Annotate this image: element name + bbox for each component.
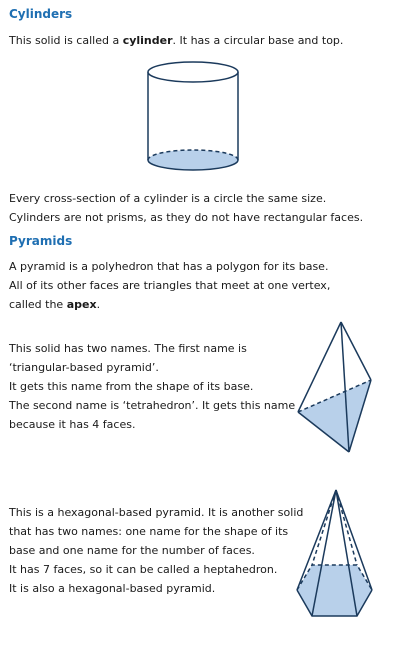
tetrahedron-line: It gets this name from the shape of its base. [9,380,254,393]
apex-text-start: called the [9,298,67,311]
apex-term: apex [66,298,97,311]
pyramid-definition-line-2: All of its other faces are triangles that meet at one vertex, [9,279,331,292]
cylinders-heading: Cylinders [9,7,73,21]
tetrahedron-line: ‘triangular-based pyramid’. [9,361,159,374]
pyramids-heading: Pyramids [9,234,73,248]
hexagonal-line: base and one name for the number of faces. [9,544,255,557]
cylinder-intro-text-end: . It has a circular base and top. [172,34,344,47]
cylinder-note-not-prism: Cylinders are not prisms, as they do not have rectangular faces. [9,211,364,224]
cylinder-note-cross-section: Every cross-section of a cylinder is a circle the same size. [9,192,327,205]
tetrahedron-line: The second name is ‘tetrahedron’. It gets this name [9,399,296,412]
hexagonal-line: This is a hexagonal-based pyramid. It is another solid [9,506,304,519]
apex-text-end: . [96,298,101,311]
tetrahedron-line: because it has 4 faces. [9,418,136,431]
hexagonal-line: It has 7 faces, so it can be called a heptahedron. [9,563,278,576]
cylinder-intro-text-start: This solid is called a [9,34,123,47]
cylinder-term: cylinder [122,34,173,47]
tetrahedron-line: This solid has two names. The first name is [9,342,247,355]
hexagonal-line: It is also a hexagonal-based pyramid. [9,582,216,595]
hexagonal-line: that has two names: one name for the shape of its [9,525,289,538]
pyramid-definition-line-1: A pyramid is a polyhedron that has a polygon for its base. [9,260,329,273]
